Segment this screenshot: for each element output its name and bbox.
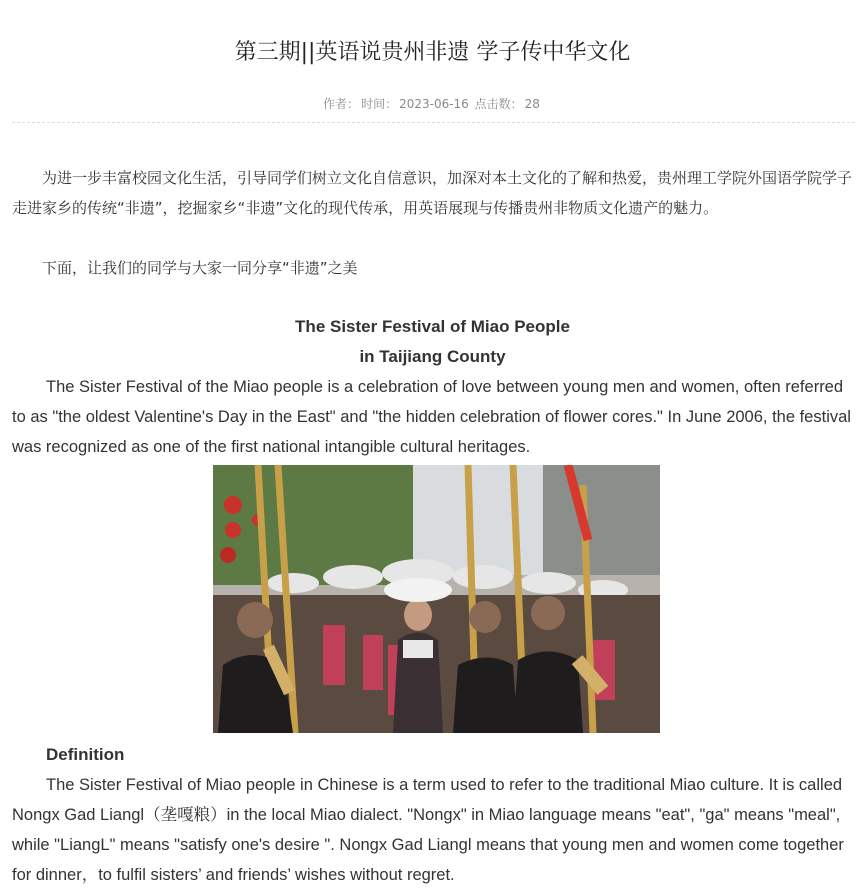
intro-paragraph-2: 下面，让我们的同学与大家一同分享“非遗”之美 bbox=[42, 259, 358, 277]
festival-photo bbox=[213, 465, 660, 733]
intro-paragraph-1: 为进一步丰富校园文化生活，引导同学们树立文化自信意识，加深对本土文化的了解和热爱，贵州理工学院外国语学院学子走进家乡的传统“非遗”，挖掘家乡“非遗”文化的现代传承，用英语展现与传播贵州非物质文化遗产的魅力。 bbox=[12, 169, 853, 217]
section-paragraph: The Sister Festival of the Miao people is a celebration of love between young men and women, often referred to as "the oldest Valentine's Day in the East" and "the hidden celebration of flower cores." In June 2006, the festival was recognized as one of the first national intangible cultural heritages. bbox=[12, 378, 851, 456]
section-title-line2: in Taijiang County bbox=[359, 347, 506, 366]
meta-divider bbox=[12, 122, 855, 123]
article-title: 第三期||英语说贵州非遗 学子传中华文化 bbox=[234, 40, 631, 65]
section-title-line1: The Sister Festival of Miao People bbox=[295, 317, 570, 336]
definition-heading: Definition bbox=[46, 745, 125, 764]
clicks-label: 点击数： bbox=[474, 97, 523, 111]
publish-date: 2023-06-16 bbox=[399, 97, 469, 111]
author-label: 作者： bbox=[323, 97, 360, 111]
festival-photo-illustration bbox=[213, 465, 660, 733]
time-label: 时间： bbox=[361, 97, 398, 111]
click-count: 28 bbox=[524, 97, 540, 111]
article-meta bbox=[0, 94, 865, 114]
definition-paragraph: The Sister Festival of Miao people in Chinese is a term used to refer to the traditional Miao culture. It is called Nongx Gad Liangl（垄嘎粮）in the local Miao dialect. "Nongx" in Miao language means "eat", "ga" means "meal", while "LiangL" means "satisfy one's desire ". Nongx Gad Liangl means that young men and women come together for dinner，to fulfil sisters’ and friends’ wishes without regret. bbox=[12, 776, 844, 884]
